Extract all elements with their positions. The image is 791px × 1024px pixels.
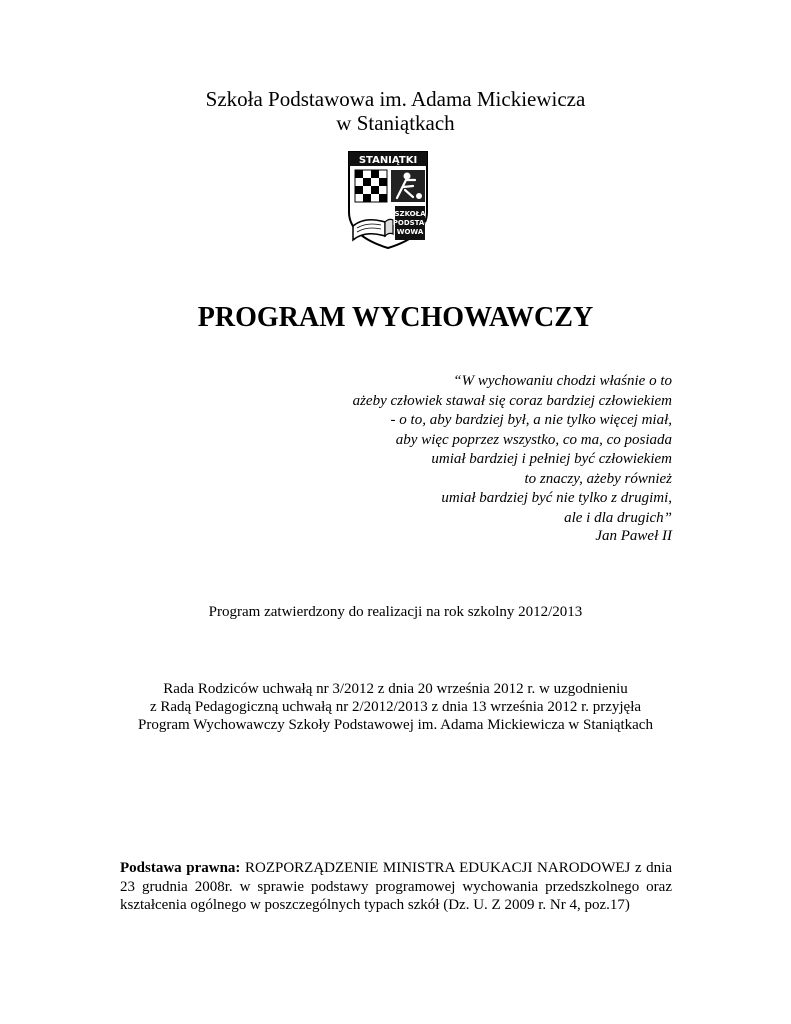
- legal-basis: [120, 859, 672, 915]
- legal-basis-text: ROZPORZĄDZENIE MINISTRA EDUKACJI NARODOWEJ z dnia 23 grudnia 2008r. w sprawie podstawy programowej wychowania przedszkolnego oraz kształcenia ogólnego w poszczególnych typach szkół (Dz. U. Z 2009 r. Nr 4, poz.17): [120, 860, 672, 913]
- resolution-text: [0, 680, 791, 734]
- school-location: w Staniątkach: [336, 111, 455, 135]
- quote-line: umiał bardziej być nie tylko z drugimi,: [441, 490, 672, 506]
- school-logo: [343, 150, 433, 250]
- logo-text-line1: SZKOŁA: [394, 210, 426, 218]
- quote-line: “W wychowaniu chodzi właśnie o to: [453, 373, 672, 389]
- logo-text-line2: PODSTA-: [392, 219, 428, 227]
- quote-line: ażeby człowiek stawał się coraz bardziej człowiekiem: [352, 392, 672, 409]
- checkerboard-icon: [355, 170, 387, 202]
- approval-note: Program zatwierdzony do realizacji na rok szkolny 2012/2013: [208, 604, 583, 620]
- resolution-line: Program Wychowawczy Szkoły Podstawowej im. Adama Mickiewicza w Staniątkach: [138, 717, 653, 733]
- quote-line: - o to, aby bardziej był, a nie tylko więcej miał,: [390, 412, 672, 428]
- quote-line: aby więc poprzez wszystko, co ma, co posiada: [395, 431, 672, 448]
- logo-text-line3: WOWA: [396, 228, 424, 236]
- football-player-icon: [391, 170, 425, 202]
- document-title: PROGRAM WYCHOWAWCZY: [197, 302, 594, 333]
- quote-line: to znaczy, ażeby również: [524, 470, 672, 487]
- quote-line: umiał bardziej i pełniej być człowiekiem: [431, 451, 672, 467]
- quote-line: ale i dla drugich”: [564, 509, 672, 526]
- resolution-line: z Radą Pedagogiczną uchwałą nr 2/2012/2013 z dnia 13 września 2012 r. przyjęła: [149, 699, 642, 715]
- legal-basis-label: Podstawa prawna:: [120, 860, 241, 876]
- epigraph-quote: [353, 372, 672, 528]
- logo-top-text: STANIĄTKI: [358, 155, 418, 166]
- resolution-line: Rada Rodziców uchwałą nr 3/2012 z dnia 20 września 2012 r. w uzgodnieniu: [163, 681, 628, 697]
- school-name: Szkoła Podstawowa im. Adama Mickiewicza: [205, 87, 586, 111]
- quote-author: Jan Paweł II: [595, 528, 672, 544]
